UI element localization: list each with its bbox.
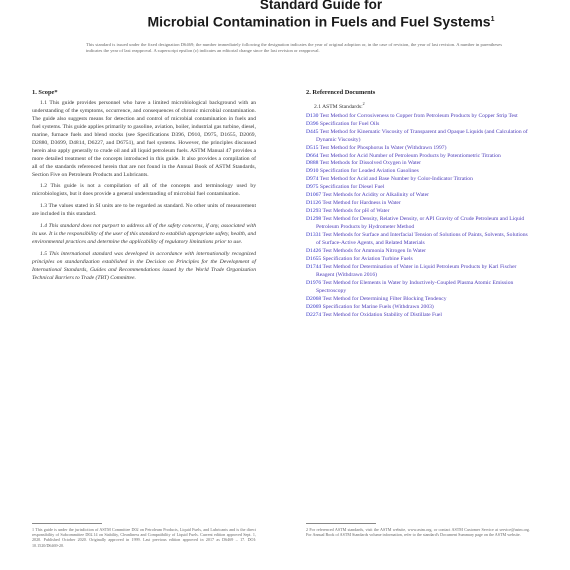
- reference-title: Specification for Aviation Turbine Fuels: [322, 255, 413, 262]
- references-column: [306, 89, 530, 320]
- reference-code-link[interactable]: D2069: [306, 303, 322, 310]
- title-line-1: Standard Guide for: [259, 0, 383, 12]
- reference-code-link[interactable]: D1298: [306, 216, 322, 223]
- footnote-rule-left: [32, 523, 102, 524]
- reference-title: Test Method for Acid Number of Petroleum Products by Potentiometric Titration: [319, 152, 501, 159]
- reference-title: Test Methods for Ammonia Nitrogen In Water: [322, 247, 426, 254]
- reference-code-link[interactable]: D1293: [306, 208, 322, 215]
- reference-item[interactable]: [306, 129, 530, 145]
- reference-title: Test Methods for pH of Water: [322, 208, 390, 215]
- reference-code-link[interactable]: D1655: [306, 255, 322, 262]
- reference-code-link[interactable]: D975: [306, 184, 319, 191]
- reference-code-link[interactable]: D2068: [306, 295, 322, 302]
- reference-title: Test Methods for Acidity or Alkalinity of Water: [322, 192, 429, 199]
- footnote-jurisdiction: 1 This guide is under the jurisdiction of ASTM Committee D02 on Petroleum Products, Liquid Fuels, and Lubricants and is the direct responsibility of Subcommittee D02.14 on Stability, Cleanliness and Compatibility of Liquid Fuels. Current edition approved Sept. 1, 2020. Published October 2020. Originally approved in 1999. Last previous edition approved in 2017 as D6469 – 17. DOI: 10.1520/D6469-20.: [32, 527, 256, 548]
- reference-item[interactable]: [306, 296, 530, 304]
- reference-title: Test Methods for Dissolved Oxygen in Water: [319, 160, 422, 167]
- reference-title: Specification for Fuel Oils: [319, 120, 380, 127]
- reference-title: Test Method for Hardness in Water: [322, 200, 401, 207]
- reference-item[interactable]: [306, 113, 530, 121]
- scope-paragraph: 1.2 This guide is not a compilation of all of the concepts and terminology used by microbiologists, but it does provide a general understanding of microbial fuel contamination.: [32, 183, 256, 198]
- reference-item[interactable]: [306, 145, 530, 153]
- reference-title: Test Method for Oxidation Stability of Distillate Fuel: [322, 311, 442, 318]
- footnote-referenced-standards: 2 For referenced ASTM standards, visit the ASTM website, www.astm.org, or contact ASTM Customer Service at service@astm.org. For Annual Book of ASTM Standards volume information, refer to the standard's Document Summary page on the ASTM website.: [306, 527, 530, 538]
- reference-code-link[interactable]: D1744: [306, 263, 322, 270]
- reference-item[interactable]: [306, 200, 530, 208]
- reference-title: Test Method for Determination of Water in Liquid Petroleum Products by Karl Fischer Reagent (Withdrawn 2016): [316, 263, 517, 278]
- reference-title: Specification for Leaded Aviation Gasolines: [319, 168, 419, 175]
- reference-item[interactable]: [306, 248, 530, 256]
- reference-item[interactable]: [306, 256, 530, 264]
- reference-title: Test Method for Density, Relative Density, or API Gravity of Crude Petroleum and Liquid Petroleum Products by Hydrometer Method: [316, 216, 525, 231]
- reference-code-link[interactable]: D1331: [306, 232, 322, 239]
- reference-title: Test Method for Corrosiveness to Copper from Petroleum Products by Copper Strip Test: [319, 112, 518, 119]
- designation-notice: This standard is issued under the fixed designation D6469; the number immediately following the designation indicates the year of original adoption or, in the case of revision, the year of last revision. A number in parentheses indicates the year of last reapproval. A superscript epsilon (ε) indicates an editorial change since the last revision or reapproval.: [86, 42, 502, 54]
- reference-code-link[interactable]: D1976: [306, 279, 322, 286]
- reference-code-link[interactable]: D1126: [306, 200, 322, 207]
- scope-paragraph: 1.1 This guide provides personnel who have a limited microbiological background with an understanding of the symptoms, occurrence, and consequences of chronic microbial contamination. The guide also suggests means for detection and control of microbial contamination in fuels and fuel systems. This guide applies primarily to gasoline, aviation, boiler, industrial gas turbine, diesel, marine, furnace fuels and blend stocks (see Specifications D396, D910, D975, D1655, D2069, D2880, D3699, D4814, D6227, and D6751), and fuel systems. However, the principles discussed herein also apply generally to crude oil and all liquid petroleum fuels. ASTM Manual 47 provides a more detailed treatment of the concepts introduced in this guide. It also provides a compilation of all of the standards referenced herein that are not found in the Annual Book of ASTM Standards, Section Five on Petroleum Products and Lubricants.: [32, 99, 256, 178]
- scope-heading: 1. Scope*: [32, 89, 58, 96]
- reference-item[interactable]: [306, 216, 530, 232]
- reference-item[interactable]: [306, 312, 530, 320]
- document-title: [86, 0, 556, 30]
- scope-paragraphs: [32, 100, 256, 283]
- reference-title: Test Methods for Surface and Interfacial Tension of Solutions of Paints, Solvents, Solutions of Surface-Active Agents, and Related Materials: [316, 232, 528, 247]
- astm-standards-intro: [306, 100, 530, 112]
- footnote-rule-right: [306, 523, 376, 524]
- reference-item[interactable]: [306, 304, 530, 312]
- reference-code-link[interactable]: D664: [306, 152, 319, 159]
- scope-paragraph: 1.5 This international standard was developed in accordance with internationally recognized principles on standardization established in the Decision on Principles for the Development of International Standards, Guides and Recommendations issued by the World Trade Organization Technical Barriers to Trade (TBT) Committee.: [32, 251, 256, 282]
- reference-title: Specification for Diesel Fuel: [319, 184, 385, 191]
- reference-list: [306, 113, 530, 320]
- references-heading: 2. Referenced Documents: [306, 89, 376, 96]
- scope-paragraph: 1.4 This standard does not purport to address all of the safety concerns, if any, associated with its use. It is the responsibility of the user of this standard to establish appropriate safety, health, and environmental practices and determine the applicability of regulatory limitations prior to use.: [32, 223, 256, 246]
- reference-code-link[interactable]: D1426: [306, 247, 322, 254]
- reference-code-link[interactable]: D396: [306, 120, 319, 127]
- scope-column: [32, 89, 256, 287]
- reference-title: Test Method for Determining Filter Blocking Tendency: [322, 295, 447, 302]
- title-superscript: 1: [490, 16, 495, 23]
- astm-standards-label: 2.1 ASTM Standards:: [314, 103, 363, 110]
- reference-code-link[interactable]: D2274: [306, 311, 322, 318]
- reference-title: Test Method for Kinematic Viscosity of Transparent and Opaque Liquids (and Calculation of Dynamic Viscosity): [316, 128, 528, 143]
- scope-paragraph: 1.3 The values stated in SI units are to be regarded as standard. No other units of measurement are included in this standard.: [32, 203, 256, 218]
- reference-item[interactable]: [306, 121, 530, 129]
- title-line-2: [86, 12, 556, 30]
- reference-item[interactable]: [306, 280, 530, 296]
- reference-code-link[interactable]: D445: [306, 128, 319, 135]
- reference-title: Specification for Marine Fuels (Withdrawn 2003): [322, 303, 434, 310]
- reference-item[interactable]: [306, 232, 530, 248]
- reference-code-link[interactable]: D888: [306, 160, 319, 167]
- reference-code-link[interactable]: D1067: [306, 192, 322, 199]
- reference-code-link[interactable]: D974: [306, 176, 319, 183]
- reference-title: Test Method for Acid and Base Number by Color-Indicator Titration: [319, 176, 473, 183]
- reference-code-link[interactable]: D910: [306, 168, 319, 175]
- reference-item[interactable]: [306, 264, 530, 280]
- reference-code-link[interactable]: D515: [306, 144, 319, 151]
- reference-code-link[interactable]: D130: [306, 112, 319, 119]
- astm-standards-sup: 2: [362, 100, 365, 106]
- reference-item[interactable]: [306, 208, 530, 216]
- title-main: Microbial Contamination in Fuels and Fuel Systems: [147, 13, 491, 30]
- reference-title: Test Method for Elements in Water by Inductively-Coupled Plasma Atomic Emission Spectroscopy: [316, 279, 514, 294]
- reference-title: Test Method for Phosphorus In Water (Withdrawn 1997): [319, 144, 447, 151]
